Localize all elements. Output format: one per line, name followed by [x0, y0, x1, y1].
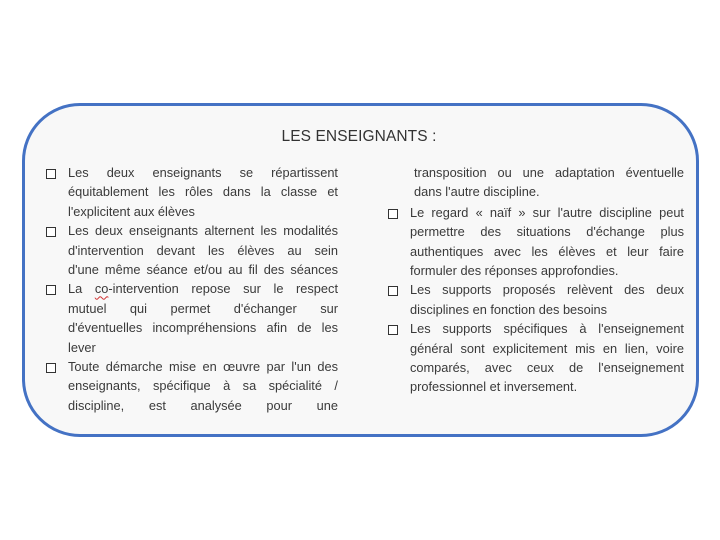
item-line: général sont explicitement mis en lien, voire — [410, 340, 684, 356]
item-line: Les supports proposés relèvent des deux — [410, 282, 684, 298]
item-line: Les supports spécifiques à l'enseignement — [410, 321, 684, 337]
checkbox-bullet-icon — [46, 285, 56, 295]
checkbox-bullet-icon — [46, 227, 56, 237]
item-line — [68, 279, 338, 298]
item-line: équitablement les rôles dans la classe et — [68, 184, 338, 200]
left-column — [38, 163, 338, 415]
continued-text — [380, 163, 684, 202]
item-line: dans l'autre discipline. — [414, 184, 540, 200]
item-line: comparés, avec ceux de l'enseignement — [410, 360, 684, 376]
item-line: permettre des situations d'échange plus — [410, 224, 684, 240]
item-line: professionnel et inversement. — [410, 379, 578, 395]
item-line: d'intervention devant les élèves au sein — [68, 242, 338, 258]
bullet-item — [38, 357, 338, 415]
item-line: Les deux enseignants se répartissent — [68, 165, 338, 180]
bullet-item — [38, 163, 338, 221]
item-line: transposition ou une adaptation éventuelle — [414, 165, 684, 180]
item-line-rest: -intervention repose sur le respect — [108, 281, 338, 297]
checkbox-bullet-icon — [388, 209, 398, 219]
item-line: formuler des réponses approfondies. — [410, 263, 619, 279]
item-line: enseignants, spécifique à sa spécialité / — [68, 378, 338, 394]
item-line: d'une même séance et/ou au fil des séances — [68, 262, 338, 278]
checkbox-bullet-icon — [46, 363, 56, 373]
item-line: lever — [68, 339, 96, 355]
bullet-item — [380, 280, 684, 319]
right-column — [380, 163, 684, 397]
checkbox-bullet-icon — [46, 169, 56, 179]
bullet-item — [380, 319, 684, 397]
spellcheck-word: co — [94, 281, 109, 297]
checkbox-bullet-icon — [388, 325, 398, 335]
item-line: Toute démarche mise en œuvre par l'un des — [68, 359, 338, 375]
panel-title: LES ENSEIGNANTS : — [281, 128, 437, 145]
item-line: authentiques avec les élèves et leur faire — [410, 243, 684, 259]
bullet-item — [380, 203, 684, 281]
item-line: d'éventuelles incompréhensions afin de les — [68, 320, 338, 336]
item-prefix: La — [68, 281, 95, 297]
bullet-item — [38, 279, 338, 357]
item-line: disciplines en fonction des besoins — [410, 301, 608, 317]
item-line: Les deux enseignants alternent les modalités — [68, 223, 338, 239]
checkbox-bullet-icon — [388, 286, 398, 296]
item-line: discipline, est analysée pour une — [68, 397, 338, 413]
item-line: mutuel qui permet d'échanger sur — [68, 300, 338, 316]
item-line: Le regard « naïf » sur l'autre discipline peut — [410, 204, 684, 220]
bullet-item — [38, 221, 338, 279]
item-line: l'explicitent aux élèves — [68, 203, 195, 219]
